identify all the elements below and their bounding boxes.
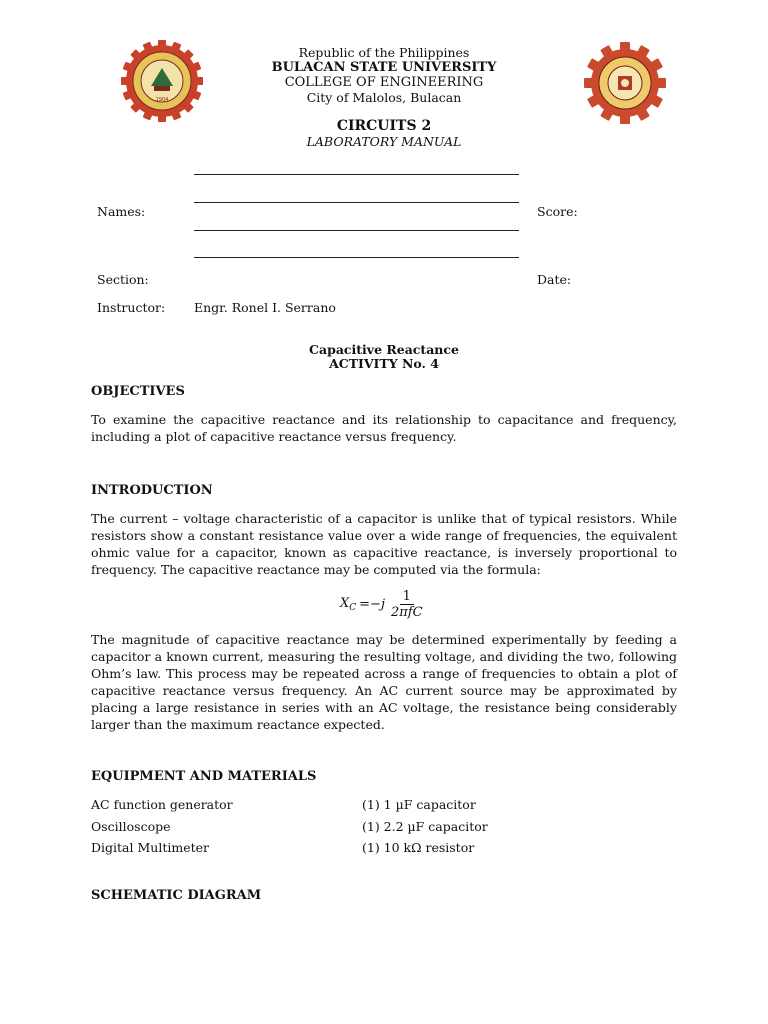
score-label: Score: [537, 204, 578, 219]
activity-title: Capacitive Reactance [309, 342, 459, 357]
name-line-1[interactable] [194, 174, 519, 175]
material-item: (1) 1 µF capacitor [362, 797, 476, 812]
section-label: Section: [97, 272, 149, 287]
schematic-heading: SCHEMATIC DIAGRAM [91, 888, 262, 903]
equipment-heading: EQUIPMENT AND MATERIALS [91, 769, 317, 784]
introduction-para-2: The magnitude of capacitive reactance may be determined experimentally by feeding a capacitor a known current, measuring the resulting voltage, and dividing the two, following Ohm’s law. This process may be repeated across a range of frequencies to obtain a plot of capacitive reactance versus frequency. An AC current source may be approximated by placing a large resistance in series with an AC voltage, the resistance being considerably larger than the maximum reactance expected. [91, 632, 677, 732]
name-line-2[interactable] [194, 202, 519, 203]
equipment-item: AC function generator [91, 797, 233, 812]
material-item: (1) 10 kΩ resistor [362, 840, 475, 855]
instructor-label: Instructor: [97, 300, 166, 315]
introduction-heading: INTRODUCTION [91, 483, 213, 498]
svg-text:1904: 1904 [155, 97, 169, 103]
header-city: City of Malolos, Bulacan [306, 90, 462, 105]
objectives-text: To examine the capacitive reactance and its relationship to capacitance and frequency, including a plot of capacitive reactance versus frequency. [91, 412, 677, 444]
header-university: BULACAN STATE UNIVERSITY [271, 60, 497, 75]
name-line-4[interactable] [194, 257, 519, 258]
equipment-item: Oscilloscope [91, 819, 171, 834]
names-label: Names: [97, 204, 146, 219]
activity-number: ACTIVITY No. 4 [329, 356, 439, 371]
equipment-item: Digital Multimeter [91, 840, 209, 855]
name-line-3[interactable] [194, 230, 519, 231]
objectives-heading: OBJECTIVES [91, 384, 185, 399]
instructor-value: Engr. Ronel I. Serrano [194, 300, 336, 315]
manual-subtitle: LABORATORY MANUAL [306, 134, 462, 149]
header-college: COLLEGE OF ENGINEERING [284, 75, 484, 90]
header-republic: Republic of the Philippines [298, 45, 470, 60]
date-label: Date: [537, 272, 572, 287]
material-item: (1) 2.2 µF capacitor [362, 819, 488, 834]
course-title: CIRCUITS 2 [336, 118, 432, 134]
reactance-formula: $X_C$ =−j $\frac{1}{\text{2πfC}}$ [340, 589, 423, 620]
introduction-para-1: The current – voltage characteristic of a capacitor is unlike that of typical resistors. While resistors show a constant resistance value over a wide range of frequencies, the equivalent ohmic value for a capacitor, known as capacitive reactance, is inversely proportional to frequency. The capacitive reactance may be computed via the formula: [91, 511, 677, 577]
